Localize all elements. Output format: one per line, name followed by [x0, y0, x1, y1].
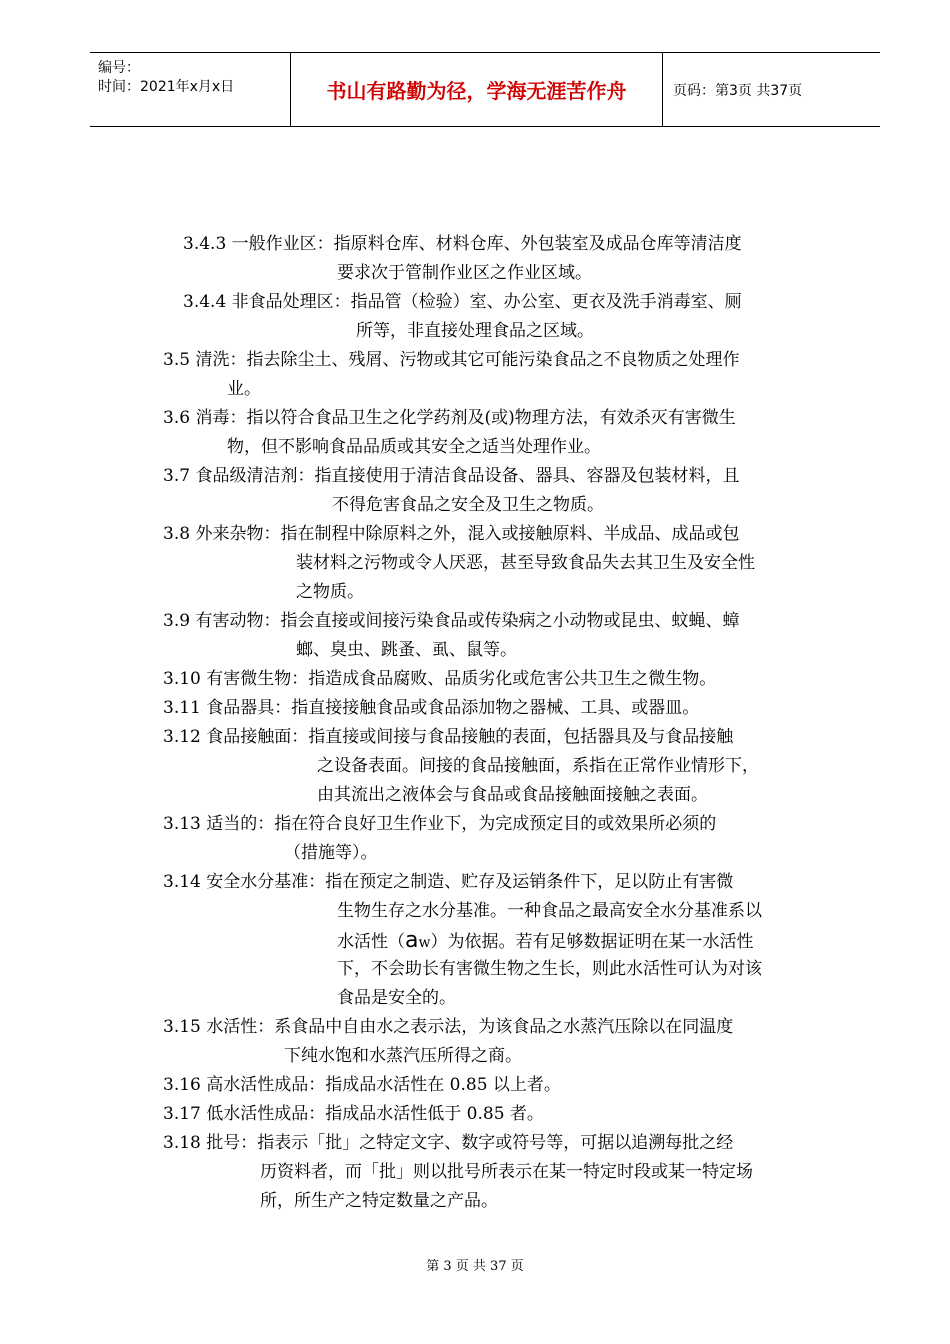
definition-3-16: [0, 1071, 950, 1100]
document-body: [0, 230, 950, 1216]
entry-line: 业。: [227, 379, 261, 399]
entry-line: 3.18 批号：指表示「批」之特定文字、数字或符号等，可据以追溯每批之经: [163, 1133, 734, 1153]
entry-line: 3.13 适当的：指在符合良好卫生作业下，为完成预定目的或效果所必须的: [163, 814, 717, 834]
definition-3-5: [0, 346, 950, 404]
header-meta: [90, 53, 290, 126]
entry-line: 所，所生产之特定数量之产品。: [260, 1191, 498, 1211]
entry-line: 3.6 消毒：指以符合食品卫生之化学药剂及(或)物理方法，有效杀灭有害微生: [163, 408, 736, 428]
entry-line: 螂、臭虫、跳蚤、虱、鼠等。: [296, 640, 517, 660]
entry-line: 3.16 高水活性成品：指成品水活性在 0.85 以上者。: [163, 1075, 561, 1095]
entry-line: 3.10 有害微生物：指造成食品腐败、品质劣化或危害公共卫生之微生物。: [163, 669, 717, 689]
aw-subscript: w: [418, 935, 431, 951]
entry-line: 要求次于管制作业区之作业区域。: [337, 263, 592, 283]
definition-3-6: [0, 404, 950, 462]
header-table: [90, 52, 880, 127]
entry-line: 之物质。: [296, 582, 364, 602]
header-motto: 书山有路勤为径，学海无涯苦作舟: [290, 53, 663, 126]
entry-line: 食品是安全的。: [337, 988, 456, 1008]
definition-3-17: [0, 1100, 950, 1129]
page-footer: 第 3 页 共 37 页: [426, 1259, 524, 1274]
entry-line: 下纯水饱和水蒸汽压所得之商。: [284, 1046, 522, 1066]
definition-3-12: [0, 723, 950, 810]
entry-line: 生物生存之水分基准。一种食品之最高安全水分基准系以: [337, 901, 762, 921]
entry-line: 3.5 清洗：指去除尘土、残屑、污物或其它可能污染食品之不良物质之处理作: [163, 350, 740, 370]
entry-text: ）为依据。若有足够数据证明在某一水活性: [430, 932, 754, 952]
entry-line: 历资料者，而「批」则以批号所表示在某一特定时段或某一特定场: [260, 1162, 753, 1182]
definition-3-15: [0, 1013, 950, 1071]
entry-line: 3.8 外来杂物：指在制程中除原料之外，混入或接触原料、半成品、成品或包: [163, 524, 740, 544]
entry-line: 物，但不影响食品品质或其安全之适当处理作业。: [227, 437, 601, 457]
entry-line: 之设备表面。间接的食品接触面，系指在正常作业情形下，: [317, 756, 759, 776]
header-page-code: 页码：第3页 共37页: [673, 82, 803, 99]
entry-line: 3.14 安全水分基准：指在预定之制造、贮存及运销条件下，足以防止有害微: [163, 872, 734, 892]
entry-line: 3.15 水活性：系食品中自由水之表示法，为该食品之水蒸汽压除以在同温度: [163, 1017, 734, 1037]
definition-3-14: [0, 868, 950, 1013]
entry-line: 3.9 有害动物：指会直接或间接污染食品或传染病之小动物或昆虫、蚊蝇、蟑: [163, 611, 740, 631]
entry-line: 下，不会助长有害微生物之生长，则此水活性可认为对该: [337, 959, 762, 979]
entry-line: 不得危害食品之安全及卫生之物质。: [332, 495, 604, 515]
definition-3-8: [0, 520, 950, 607]
entry-line: 3.4.4 非食品处理区：指品管（检验）室、办公室、更衣及洗手消毒室、厕: [183, 292, 742, 312]
aw-symbol: a: [405, 928, 419, 953]
definition-3-13: [0, 810, 950, 868]
entry-line: 装材料之污物或令人厌恶，甚至导致食品失去其卫生及安全性: [296, 553, 755, 573]
entry-line: 由其流出之液体会与食品或食品接触面接触之表面。: [317, 785, 708, 805]
definition-3-7: [0, 462, 950, 520]
doc-time-label: 时间：2021年x月x日: [98, 79, 235, 95]
entry-line: 3.12 食品接触面：指直接或间接与食品接触的表面，包括器具及与食品接触: [163, 727, 734, 747]
definition-3-4-3: [0, 230, 950, 288]
doc-number-label: 编号：: [98, 60, 140, 76]
definition-3-11: [0, 694, 950, 723]
definition-3-18: [0, 1129, 950, 1216]
definition-3-10: [0, 665, 950, 694]
definition-3-4-4: [0, 288, 950, 346]
entry-line: 所等，非直接处理食品之区域。: [356, 321, 594, 341]
entry-line: 3.4.3 一般作业区：指原料仓库、材料仓库、外包装室及成品仓库等清洁度: [183, 234, 742, 254]
entry-line: 3.17 低水活性成品：指成品水活性低于 0.85 者。: [163, 1104, 544, 1124]
definition-3-9: [0, 607, 950, 665]
entry-line: 3.7 食品级清洁剂：指直接使用于清洁食品设备、器具、容器及包装材料，且: [163, 466, 740, 486]
entry-line: 3.11 食品器具：指直接接触食品或食品添加物之器械、工具、或器皿。: [163, 698, 700, 718]
entry-line: （措施等）。: [284, 843, 378, 863]
entry-line-water-activity: [337, 926, 753, 958]
entry-text: 水活性（: [337, 932, 405, 952]
